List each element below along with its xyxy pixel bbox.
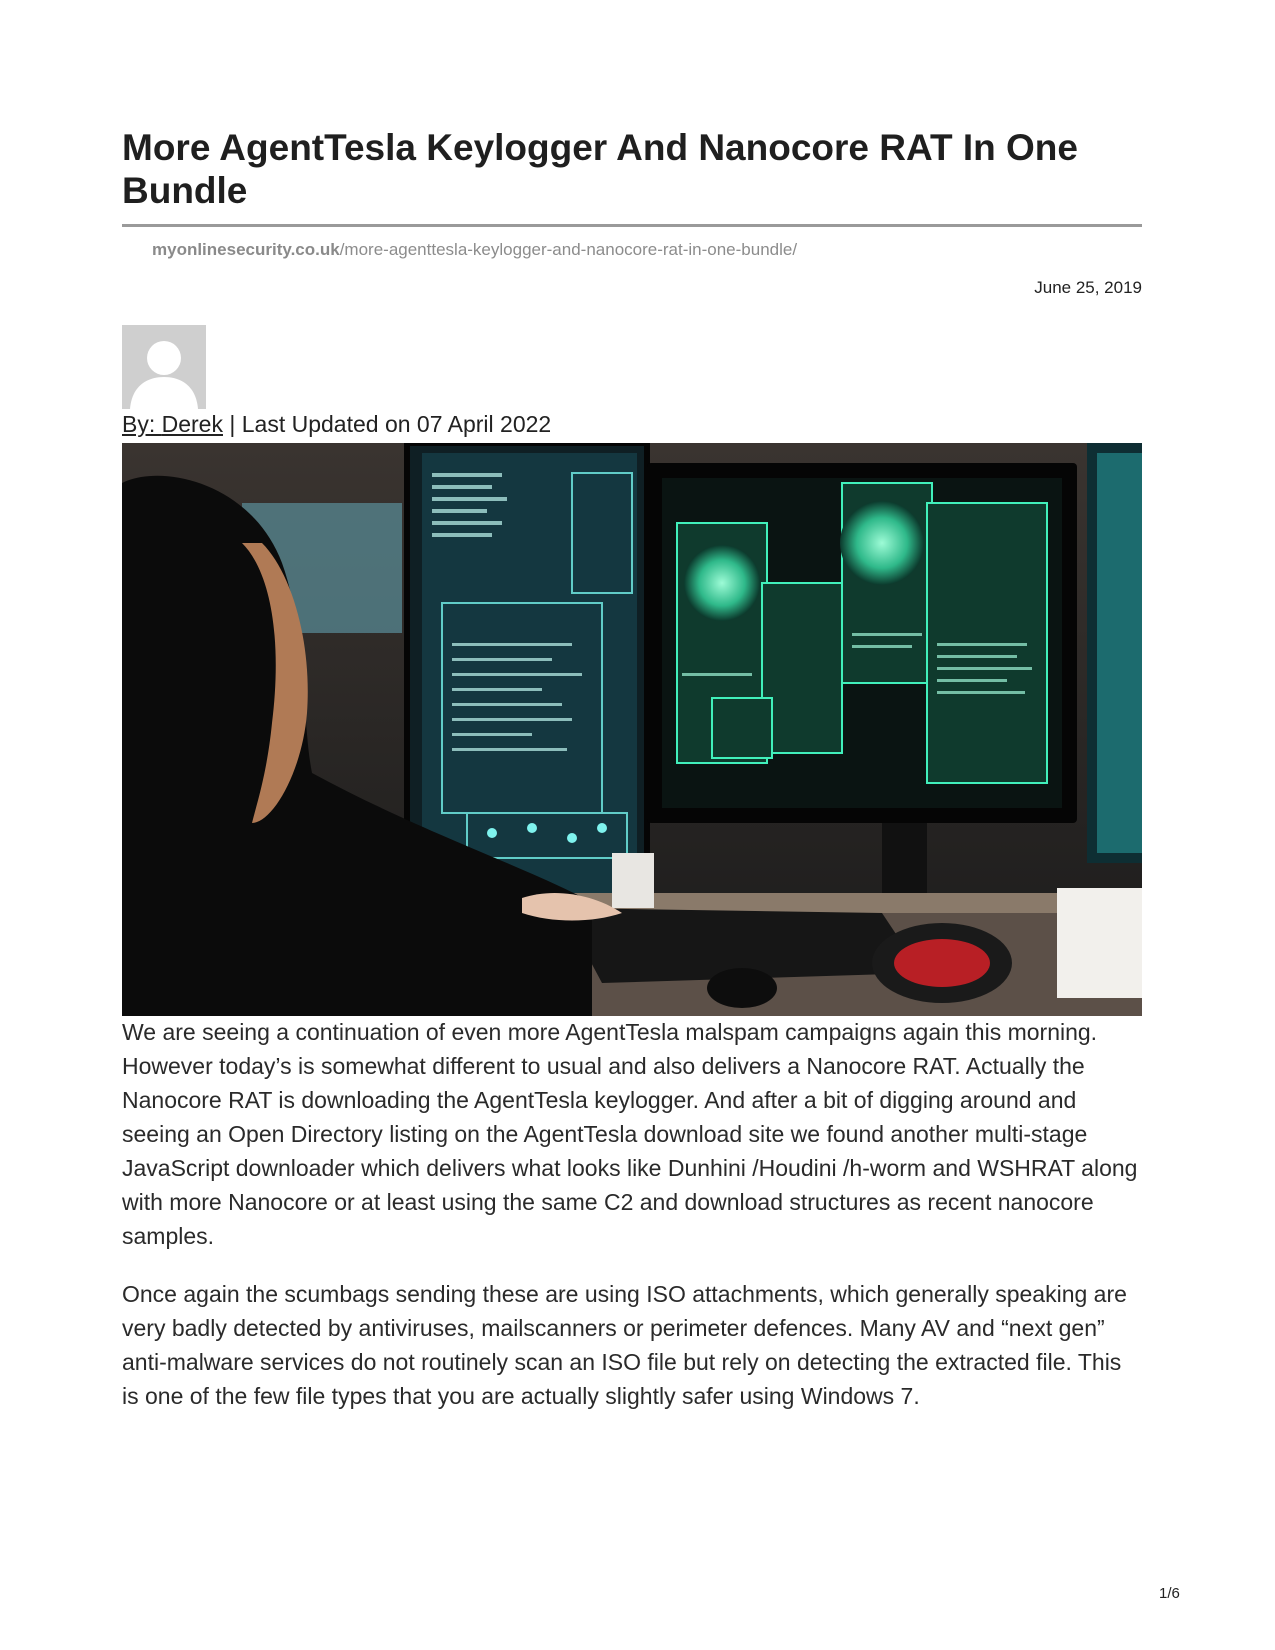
- publish-date: June 25, 2019: [1034, 278, 1142, 297]
- title-divider: [122, 224, 1142, 227]
- hero-image: [122, 443, 1142, 1016]
- page-indicator: 1/6: [1159, 1585, 1180, 1602]
- paragraph-2: Once again the scumbags sending these are using ISO attachments, which generally speaking are very badly detected by antiviruses, mailscanners or perimeter defences. Many AV and “next gen” anti-malware services do not routinely scan an ISO file but rely on detecting the extracted file. This is one of the few file types that you are actually slightly safer using Windows 7.: [122, 1281, 1127, 1409]
- byline: [122, 411, 551, 438]
- paragraph-1: We are seeing a continuation of even more AgentTesla malspam campaigns again this morning. However today’s is somewhat different to usual and also delivers a Nanocore RAT. Actually the Nanocore RAT is downloading the AgentTesla keylogger. And after a bit of digging around and seeing an Open Directory listing on the AgentTesla download site we found another multi-stage JavaScript downloader which delivers what looks like Dunhini /Houdini /h-worm and WSHRAT along with more Nanocore or at least using the same C2 and download structures as recent nanocore samples.: [122, 1019, 1138, 1249]
- article-body: [122, 1015, 1142, 1437]
- default-user-avatar-icon: [122, 325, 206, 409]
- article-title: More AgentTesla Keylogger And Nanocore RAT In One Bundle: [122, 127, 1078, 211]
- last-updated: | Last Updated on 07 April 2022: [222, 411, 552, 437]
- byline-prefix: By:: [122, 411, 162, 437]
- source-path[interactable]: /more-agenttesla-keylogger-and-nanocore-rat-in-one-bundle/: [339, 240, 798, 259]
- source-url[interactable]: [152, 240, 797, 260]
- source-domain[interactable]: myonlinesecurity.co.uk: [152, 240, 340, 259]
- author-link[interactable]: Derek: [161, 411, 223, 437]
